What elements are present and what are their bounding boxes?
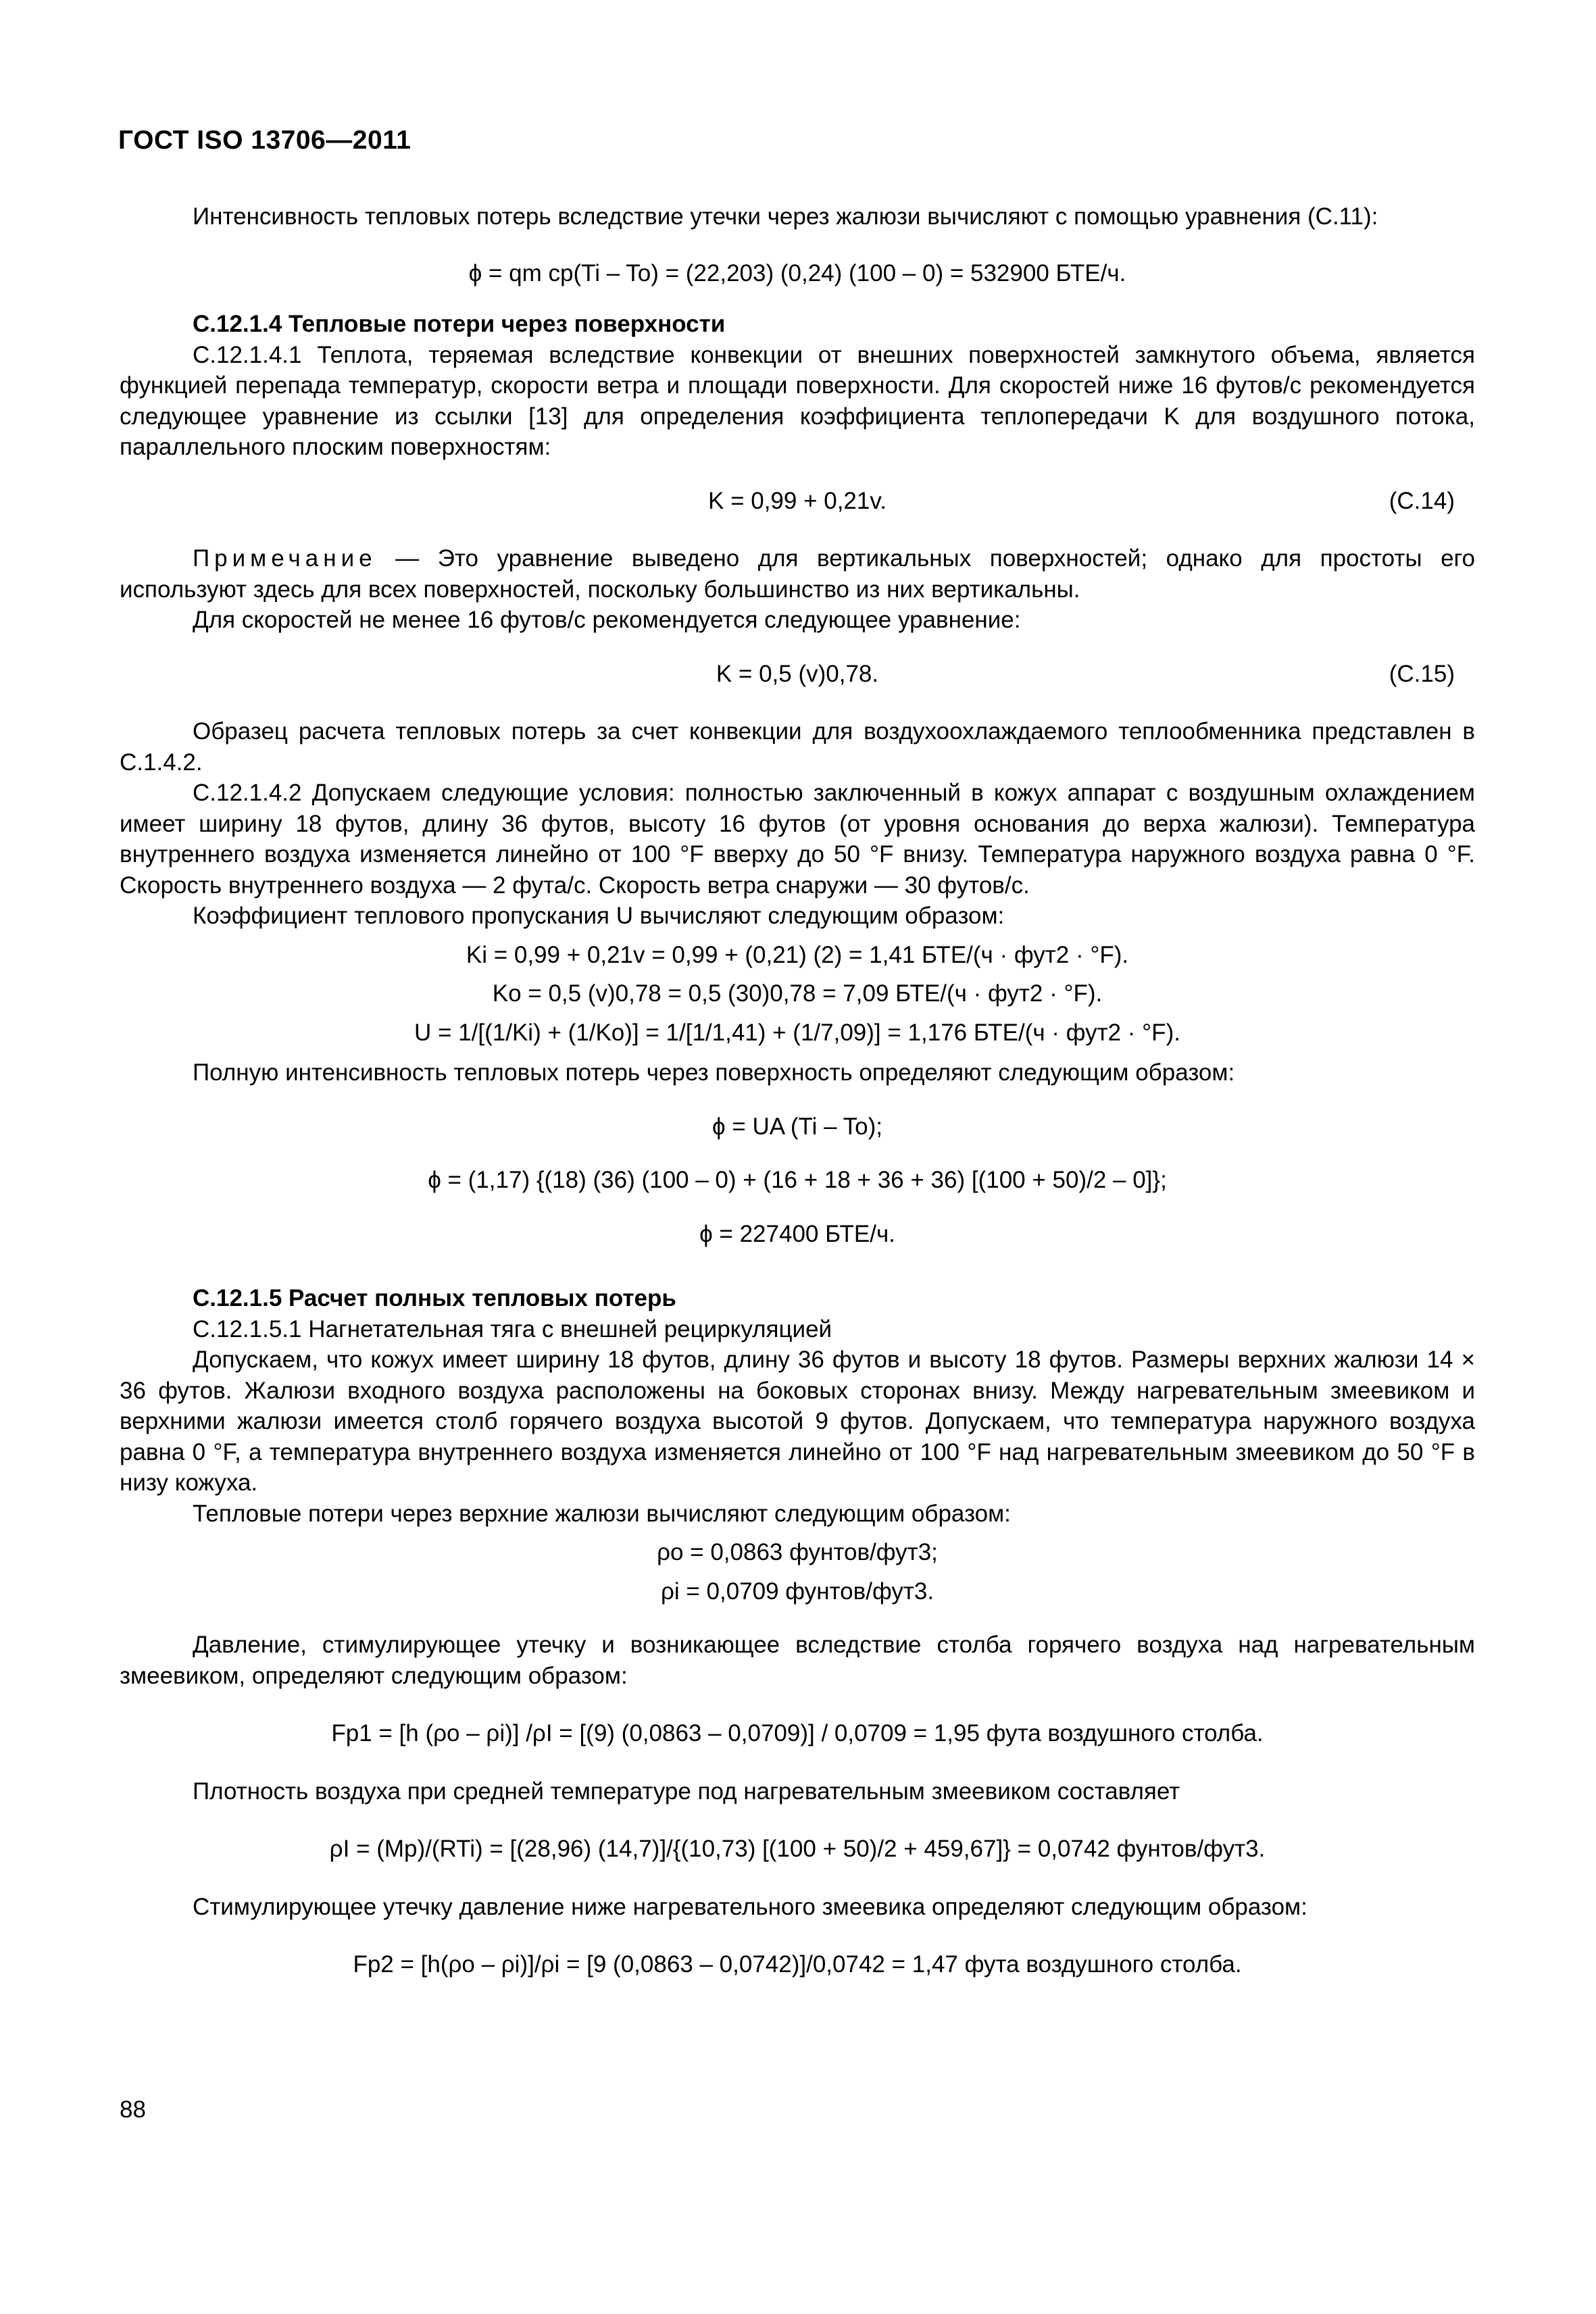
paragraph: Полную интенсивность тепловых потерь через поверхность определяют следующим образом: [193,1059,1235,1086]
paragraph: С.12.1.4.1 Теплота, теряемая вследствие конвекции от внешних поверхностей замкнутого объема, является функцией перепада температур, скорости ветра и площади поверхности. Для скоростей ниже 16 футов/с рекомендуется следующее уравнение из ссылки [13] для определения коэффициента теплопередачи K для воздушного потока, параллельного плоским поверхностям: [120,341,1475,460]
paragraph: Образец расчета тепловых потерь за счет конвекции для воздухоохлаждаемого теплообменника представлен в С.1.4.2. [120,718,1475,776]
equation: K = 0,5 (v)0,78. [716,660,879,687]
paragraph: С.12.1.5.1 Нагнетательная тяга с внешней рециркуляцией [193,1315,832,1342]
equation-number: (С.15) [1389,660,1455,687]
page-number: 88 [120,2096,146,2123]
equation: ϕ = UA (Ti – To); [712,1113,883,1140]
equation: ρi = 0,0709 фунтов/фут3. [660,1578,934,1605]
numbered-equation [120,486,1475,517]
document-body [120,201,1475,1980]
document-header: ГОСТ ISO 13706—2011 [118,126,412,155]
paragraph: Тепловые потери через верхние жалюзи вычисляют следующим образом: [193,1500,1011,1527]
paragraph: Коэффициент теплового пропускания U вычисляют следующим образом: [193,903,1005,929]
note [120,543,1475,605]
equation: K = 0,99 + 0,21v. [708,487,887,514]
paragraph: Стимулирующее утечку давление ниже нагревательного змеевика определяют следующим образом: [193,1893,1307,1920]
equation-number: (С.14) [1389,487,1455,514]
equation: ϕ = (1,17) {(18) (36) (100 – 0) + (16 + 18 + 36 + 36) [(100 + 50)/2 – 0]}; [428,1167,1167,1193]
equation: ϕ = qm cp(Ti – To) = (22,203) (0,24) (100 – 0) = 532900 БТЕ/ч. [468,259,1126,286]
note-label: Примечание [193,545,377,572]
equation: Fp1 = [h (ρo – ρi)] /ρI = [(9) (0,0863 – 0,0709)] / 0,0709 = 1,95 фута воздушного столба. [331,1720,1264,1746]
paragraph: Для скоростей не менее 16 футов/с рекомендуется следующее уравнение: [193,607,1021,633]
paragraph: С.12.1.4.2 Допускаем следующие условия: полностью заключенный в кожух аппарат с воздушным охлаждением имеет ширину 18 футов, длину 36 футов, высоту 16 футов (от уровня основания до верха жалюзи). Температура внутреннего воздуха изменяется линейно от 100 °F вверху до 50 °F внизу. Температура наружного воздуха равна 0 °F. Скорость внутреннего воздуха — 2 фута/с. Скорость ветра снаружи — 30 футов/с. [120,780,1475,899]
paragraph: Плотность воздуха при средней температуре под нагревательным змеевиком составляет [193,1778,1180,1805]
section-heading: С.12.1.4 Тепловые потери через поверхности [193,311,726,337]
note-text: — Это уравнение выведено для вертикальных поверхностей; однако для простоты его используют здесь для всех поверхностей, поскольку большинство из них вертикальны. [120,545,1475,603]
paragraph: Интенсивность тепловых потерь вследствие утечки через жалюзи вычисляют с помощью уравнения (С.11): [193,203,1378,230]
equation: Ko = 0,5 (v)0,78 = 0,5 (30)0,78 = 7,09 БТЕ/(ч · фут2 · °F). [492,980,1103,1007]
equation: ρI = (Mp)/(RTi) = [(28,96) (14,7)]/{(10,73) [(100 + 50)/2 + 459,67]} = 0,0742 фунтов/фут3. [329,1836,1266,1862]
equation: U = 1/[(1/Ki) + (1/Ko)] = 1/[1/1,41) + (1/7,09)] = 1,176 БТЕ/(ч · фут2 · °F). [414,1019,1180,1046]
numbered-equation [120,659,1475,690]
equation: Ki = 0,99 + 0,21v = 0,99 + (0,21) (2) = 1,41 БТЕ/(ч · фут2 · °F). [466,941,1129,968]
equation: ρo = 0,0863 фунтов/фут3; [657,1539,938,1565]
paragraph: Давление, стимулирующее утечку и возникающее вследствие столба горячего воздуха над нагревательным змеевиком, определяют следующим образом: [120,1632,1475,1689]
paragraph: Допускаем, что кожух имеет ширину 18 футов, длину 36 футов и высоту 18 футов. Размеры верхних жалюзи 14 × 36 футов. Жалюзи входного воздуха расположены на боковых сторонах внизу. Между нагревательным змеевиком и верхними жалюзи имеется столб горячего воздуха высотой 9 футов. Допускаем, что температура наружного воздуха равна 0 °F, а температура внутреннего воздуха изменяется линейно от 100 °F над нагревательным змеевиком до 50 °F в низу кожуха. [120,1347,1475,1496]
equation: ϕ = 227400 БТЕ/ч. [699,1220,895,1247]
section-heading: С.12.1.5 Расчет полных тепловых потерь [193,1285,676,1311]
equation: Fp2 = [h(ρo – ρi)]/ρi = [9 (0,0863 – 0,0742)]/0,0742 = 1,47 фута воздушного столба. [353,1951,1242,1978]
